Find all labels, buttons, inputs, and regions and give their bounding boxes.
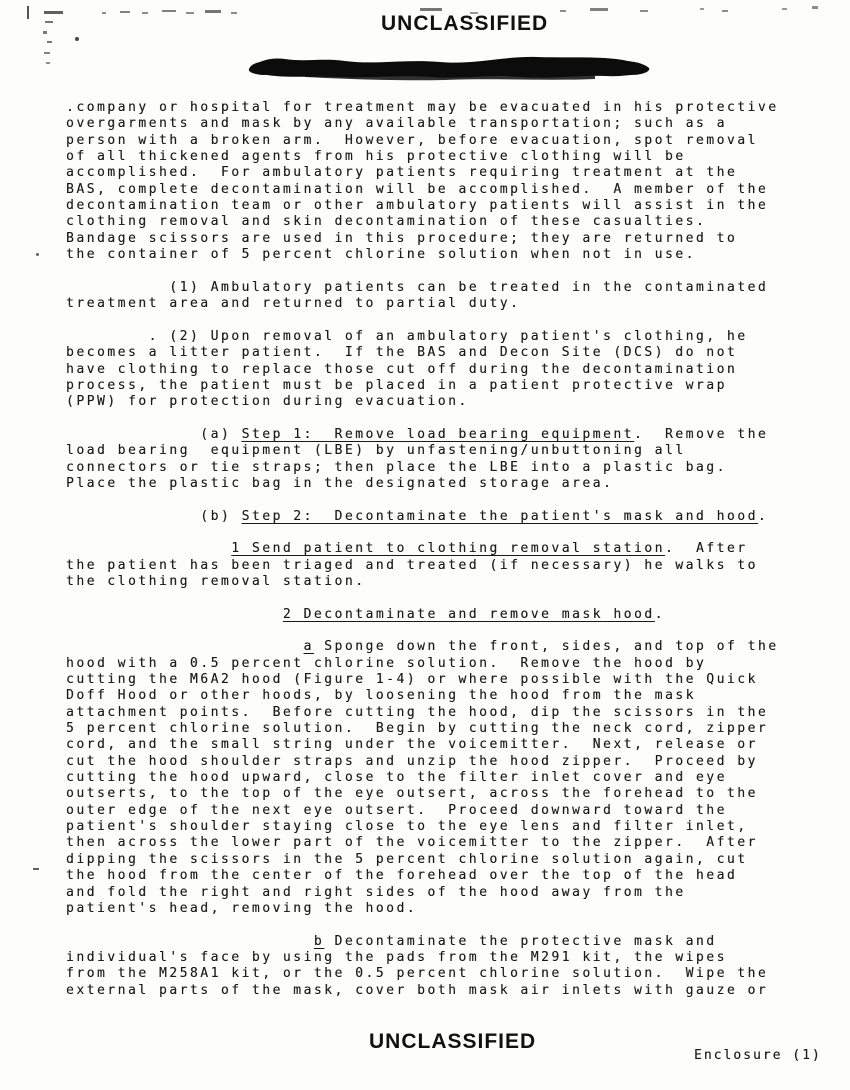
document-line <box>66 263 826 279</box>
document-line: cutting the M6A2 hood (Figure 1-4) or where possible with the Quick <box>66 672 758 688</box>
scan-noise-mark <box>812 6 818 9</box>
document-line: the patient has been triaged and treated (if necessary) he walks to <box>66 557 758 573</box>
document-line: person with a broken arm. However, before evacuation, spot removal <box>66 132 758 148</box>
scan-noise-mark <box>560 10 566 12</box>
scan-noise-mark <box>186 12 194 14</box>
scan-noise-mark <box>205 10 221 13</box>
document-line: the container of 5 percent chlorine solution when not in use. <box>66 247 696 263</box>
document-line <box>66 623 826 639</box>
document-line: .company or hospital for treatment may be evacuated in his protective <box>66 100 779 115</box>
document-line: have clothing to replace those cut off during the decontamination <box>66 361 738 377</box>
document-line: cord, and the small string under the voicemitter. Next, release or <box>66 737 758 753</box>
document-line: connectors or tie straps; then place the LBE into a plastic bag. <box>66 459 727 475</box>
document-line: (b) Step 2: Decontaminate the patient's mask and hood. <box>66 508 769 524</box>
scan-noise-mark <box>75 37 79 41</box>
classification-banner-bottom: UNCLASSIFIED <box>369 1030 537 1053</box>
document-line <box>66 525 826 541</box>
document-line <box>66 590 826 606</box>
document-line: individual's face by using the pads from the M291 kit, the wipes <box>66 949 727 965</box>
document-line: clothing removal and skin decontamination of these casualties. <box>66 214 707 230</box>
document-line: hood with a 0.5 percent chlorine solution. Remove the hood by <box>66 655 707 671</box>
classification-banner-top: UNCLASSIFIED <box>381 12 549 35</box>
document-line: process, the patient must be placed in a patient protective wrap <box>66 377 727 393</box>
document-line <box>66 411 826 427</box>
document-line: treatment area and returned to partial duty. <box>66 296 521 312</box>
scan-noise-mark <box>47 41 52 43</box>
document-body <box>66 100 826 999</box>
document-line: outserts, to the top of the eye outsert, across the forehead to the <box>66 786 758 802</box>
document-line: a Sponge down the front, sides, and top of the <box>303 639 779 655</box>
scan-noise-mark <box>590 8 608 11</box>
document-line: attachment points. Before cutting the hood, dip the scissors in the <box>66 704 769 720</box>
document-line: (a) Step 1: Remove load bearing equipment. Remove the <box>66 426 769 442</box>
scan-noise-mark <box>162 10 176 12</box>
document-line: Doff Hood or other hoods, by loosening the hood from the mask <box>66 688 696 704</box>
scan-noise-mark <box>700 8 704 10</box>
redaction-mark <box>245 47 653 85</box>
scan-noise-mark <box>231 12 237 14</box>
scan-noise-mark <box>420 8 442 11</box>
document-line: outer edge of the next eye outsert. Proceed downward toward the <box>66 802 727 818</box>
document-line <box>66 492 826 508</box>
scan-noise-mark <box>142 12 148 14</box>
scan-noise-mark <box>36 253 39 256</box>
document-line: (1) Ambulatory patients can be treated in the contaminated <box>66 279 769 295</box>
document-line: b Decontaminate the protective mask and <box>313 933 717 949</box>
scan-noise-mark <box>44 52 50 54</box>
document-line: overgarments and mask by any available transportation; such as a <box>66 116 727 132</box>
document-line: load bearing equipment (LBE) by unfastening/unbuttoning all <box>66 443 686 459</box>
document-line: decontamination team or other ambulatory patients will assist in the <box>66 198 769 214</box>
document-line: Bandage scissors are used in this procedure; they are returned to <box>66 230 738 246</box>
document-line: accomplished. For ambulatory patients requiring treatment at the <box>66 165 738 181</box>
document-line: the clothing removal station. <box>66 573 366 589</box>
scan-noise-mark <box>44 11 63 14</box>
scan-noise-mark <box>722 10 728 12</box>
document-line: of all thickened agents from his protective clothing will be <box>66 149 686 165</box>
document-line: BAS, complete decontamination will be accomplished. A member of the <box>66 181 769 197</box>
scan-noise-mark <box>45 21 53 23</box>
enclosure-label: Enclosure (1) <box>694 1048 822 1063</box>
document-line: external parts of the mask, cover both mask air inlets with gauze or <box>66 982 769 998</box>
document-line: patient's shoulder staying close to the eye lens and filter inlet, <box>66 819 748 835</box>
scan-noise-mark <box>640 10 648 12</box>
document-line: the hood from the center of the forehead over the top of the head <box>66 868 738 884</box>
scan-noise-mark <box>27 6 29 19</box>
scan-noise-mark <box>46 62 50 64</box>
scan-noise-mark <box>120 11 130 13</box>
document-line: cut the hood shoulder straps and unzip the hood zipper. Proceed by <box>66 753 758 769</box>
document-line: (PPW) for protection during evacuation. <box>66 394 469 410</box>
document-line: 1 Send patient to clothing removal station. After <box>231 541 748 557</box>
scan-noise-mark <box>43 31 47 34</box>
document-line <box>66 917 826 933</box>
document-line: and fold the right and right sides of the hood away from the <box>66 884 686 900</box>
document-line: becomes a litter patient. If the BAS and Decon Site (DCS) do not <box>66 345 738 361</box>
document-line <box>66 312 826 328</box>
scan-noise-mark <box>782 8 787 10</box>
document-line: Place the plastic bag in the designated storage area. <box>66 475 614 491</box>
document-line: from the M258A1 kit, or the 0.5 percent chlorine solution. Wipe the <box>66 966 769 982</box>
scan-noise-mark <box>33 868 39 870</box>
document-line: patient's head, removing the hood. <box>66 900 418 916</box>
document-line: then across the lower part of the voicemitter to the zipper. After <box>66 835 758 851</box>
document-line: 2 Decontaminate and remove mask hood. <box>282 606 665 622</box>
document-line: cutting the hood upward, close to the filter inlet cover and eye <box>66 770 727 786</box>
document-line: 5 percent chlorine solution. Begin by cutting the neck cord, zipper <box>66 721 769 737</box>
scan-noise-mark <box>102 12 106 14</box>
document-line: . (2) Upon removal of an ambulatory patient's clothing, he <box>66 328 748 344</box>
document-line: dipping the scissors in the 5 percent chlorine solution again, cut <box>66 851 748 867</box>
